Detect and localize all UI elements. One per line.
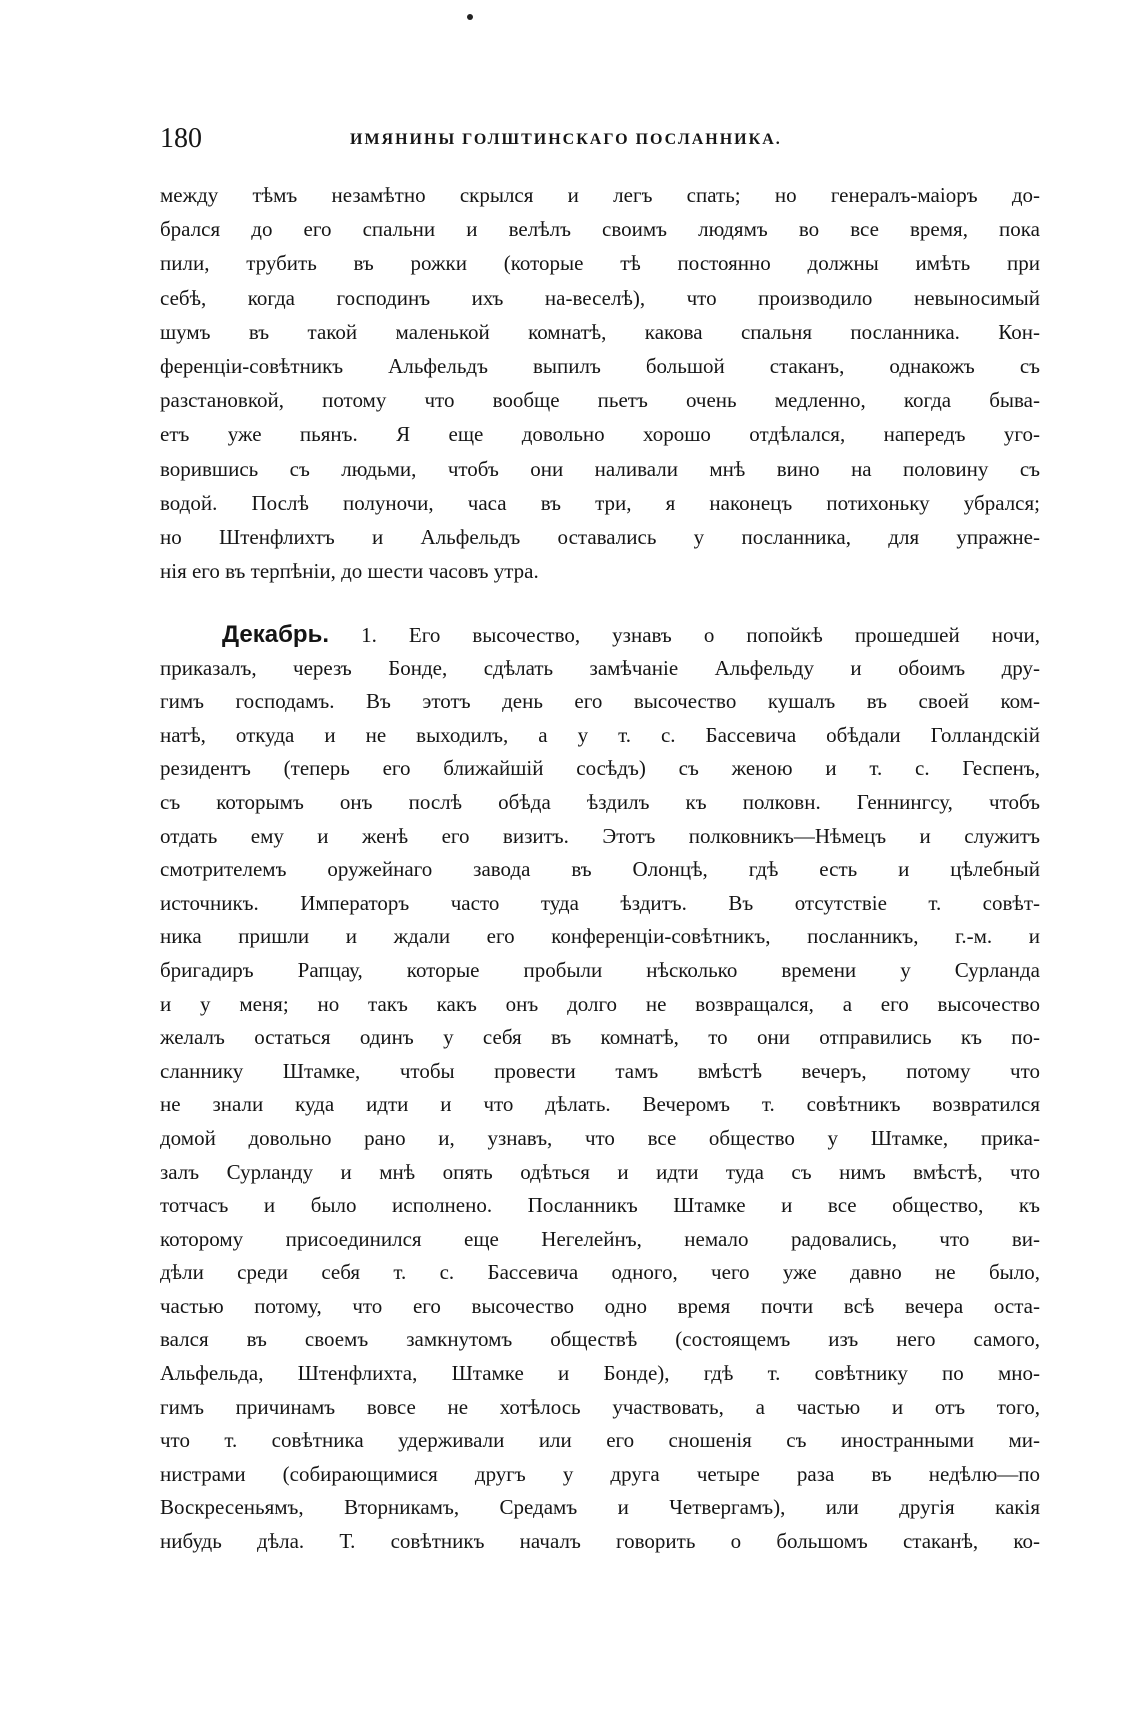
text-line: что т. совѣтника удерживали или его сношенія съ иностранными ми- [160,1428,1040,1453]
text-line: натѣ, откуда и не выходилъ, а у т. с. Бассевича обѣдали Голландскій [160,722,1040,747]
text-line: шумъ въ такой маленькой комнатѣ, какова спальня посланника. Кон- [160,319,1040,344]
text-line: брался до его спальни и велѣлъ своимъ людямъ во все время, пока [160,217,1040,242]
text-line: домой довольно рано и, узнавъ, что все общество у Штамке, прика- [160,1125,1040,1150]
text-line: ференціи-совѣтникъ Альфельдъ выпилъ большой стаканъ, однакожъ съ [160,353,1040,378]
paragraph-2 [160,618,1040,1559]
text-line: сланнику Штамке, чтобы провести тамъ вмѣстѣ вечеръ, потому что [160,1058,1040,1083]
text-line: залъ Сурланду и мнѣ опять одѣться и идти туда съ нимъ вмѣстѣ, что [160,1159,1040,1184]
text-line: нибудь дѣла. Т. совѣтникъ началъ говорить о большомъ стаканѣ, ко- [160,1529,1040,1554]
text-line: резидентъ (теперь его ближайшій сосѣдъ) съ женою и т. с. Геспенъ, [160,756,1040,781]
text-line: тотчасъ и было исполнено. Посланникъ Штамке и все общество, къ [160,1193,1040,1218]
text-line: разстановкой, потому что вообще пьетъ очень медленно, когда быва- [160,388,1040,413]
text-line: смотрителемъ оружейнаго завода въ Олонцѣ, гдѣ есть и цѣлебный [160,857,1040,882]
text-line: гимъ причинамъ вовсе не хотѣлось участвовать, а частью и отъ того, [160,1394,1040,1419]
text-line: но Штенфлихтъ и Альфельдъ оставались у посланника, для упражне- [160,524,1040,549]
running-title: ИМЯНИНЫ ГОЛШТИНСКАГО ПОСЛАННИКА. [350,131,782,148]
text-line: вался въ своемъ замкнутомъ обществѣ (состоящемъ изъ него самого, [160,1327,1040,1352]
text-line: пили, трубить въ рожки (которые тѣ постоянно должны имѣть при [160,251,1040,276]
paragraph-1 [160,178,1040,588]
page-header [160,123,1040,163]
text-line: Воскресеньямъ, Вторникамъ, Средамъ и Четвергамъ), или другія какія [160,1495,1040,1520]
text-line: приказалъ, черезъ Бонде, сдѣлать замѣчаніе Альфельду и обоимъ дру- [160,655,1040,680]
text-line: бригадиръ Рапцау, которые пробыли нѣсколько времени у Сурланда [160,957,1040,982]
text-line: дѣли среди себя т. с. Бассевича одного, чего уже давно не было, [160,1260,1040,1285]
section-lead-word: Декабрь. [222,621,330,648]
text-line: себѣ, когда господинъ ихъ на-веселѣ), что производило невыносимый [160,285,1040,310]
text-line-rest: 1. Его высочество, узнавъ о попойкѣ прошедшей ночи, [329,623,1040,647]
text-line: нія его въ терпѣніи, до шести часовъ утра. [160,559,539,584]
text-line: отдать ему и женѣ его визитъ. Этотъ полковникъ—Нѣмецъ и служитъ [160,823,1040,848]
text-line: Альфельда, Штенфлихта, Штамке и Бонде), гдѣ т. совѣтнику по мно- [160,1361,1040,1386]
text-line: которому присоединился еще Негелейнъ, немало радовались, что ви- [160,1226,1040,1251]
text-line: не знали куда идти и что дѣлать. Вечеромъ т. совѣтникъ возвратился [160,1092,1040,1117]
text-line: и у меня; но такъ какъ онъ долго не возвращался, а его высочество [160,991,1040,1016]
text-line: между тѣмъ незамѣтно скрылся и легъ спать; но генералъ-маіоръ до- [160,183,1040,207]
text-line: водой. Послѣ полуночи, часа въ три, я наконецъ потихоньку убрался; [160,490,1040,515]
text-line: желалъ остаться одинъ у себя въ комнатѣ, то они отправились къ по- [160,1025,1040,1050]
text-line: съ которымъ онъ послѣ обѣда ѣздилъ къ полковн. Геннингсу, чтобъ [160,789,1040,814]
text-line: етъ уже пьянъ. Я еще довольно хорошо отдѣлался, напередъ уго- [160,422,1040,447]
print-speck [467,14,473,20]
text-line: гимъ господамъ. Въ этотъ день его высочество кушалъ въ своей ком- [160,689,1040,714]
text-line: частью потому, что его высочество одно время почти всѣ вечера оста- [160,1293,1040,1318]
text-line: источникъ. Императоръ часто туда ѣздитъ. Въ отсутствіе т. совѣт- [160,890,1040,915]
text-line: ника пришли и ждали его конференціи-совѣтникъ, посланникъ, г.-м. и [160,924,1040,949]
text-line: нистрами (собирающимися другъ у друга четыре раза въ недѣлю—по [160,1461,1040,1486]
text-line: ворившись съ людьми, чтобъ они наливали мнѣ вино на половину съ [160,456,1040,481]
text-line-lead [160,618,1040,652]
page-number: 180 [160,123,202,154]
